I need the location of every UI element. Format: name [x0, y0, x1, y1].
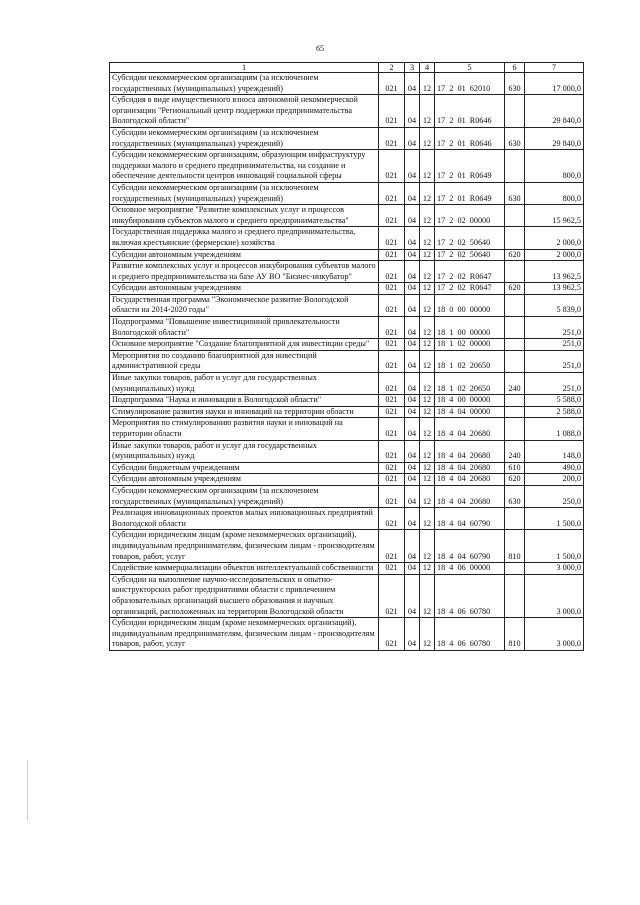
section-code-cell: 04 [405, 205, 420, 227]
table-row [110, 485, 584, 507]
section-code-cell: 04 [405, 249, 420, 261]
amount-cell: 1 500,0 [525, 530, 584, 563]
row-name-cell: Развитие комплексных услуг и процессов инкубирования субъектов малого и среднего предпринимательства на базе АУ ВО "Бизнес-инкубатор" [110, 261, 379, 283]
target-article-cell: 18 4 04 20680 [435, 462, 505, 474]
target-article-cell: 18 4 06 60780 [435, 618, 505, 651]
admin-code-cell: 021 [379, 563, 405, 575]
subsection-code-cell: 12 [420, 283, 435, 295]
header-cell: 2 [379, 63, 405, 73]
expense-type-cell [505, 508, 525, 530]
admin-code-cell: 021 [379, 95, 405, 128]
row-name-cell: Иные закупки товаров, работ и услуг для государственных (муниципальных) нужд [110, 440, 379, 462]
amount-cell: 800,0 [525, 182, 584, 204]
table-row [110, 530, 584, 563]
subsection-code-cell: 12 [420, 205, 435, 227]
admin-code-cell: 021 [379, 127, 405, 149]
section-code-cell: 04 [405, 150, 420, 183]
table-row [110, 574, 584, 617]
admin-code-cell: 021 [379, 508, 405, 530]
table-row [110, 127, 584, 149]
amount-cell: 3 000,0 [525, 563, 584, 575]
section-code-cell: 04 [405, 618, 420, 651]
subsection-code-cell: 12 [420, 618, 435, 651]
subsection-code-cell: 12 [420, 418, 435, 440]
amount-cell: 13 962,5 [525, 261, 584, 283]
admin-code-cell: 021 [379, 350, 405, 372]
row-name-cell: Субсидии бюджетным учреждениям [110, 462, 379, 474]
target-article-cell: 18 4 00 00000 [435, 395, 505, 407]
target-article-cell: 17 2 01 R0649 [435, 150, 505, 183]
table-row [110, 462, 584, 474]
subsection-code-cell: 12 [420, 127, 435, 149]
subsection-code-cell: 12 [420, 150, 435, 183]
section-code-cell: 04 [405, 530, 420, 563]
table-row [110, 205, 584, 227]
row-name-cell: Субсидии некоммерческим организациям (за исключением государственных (муниципальных) учреждений) [110, 182, 379, 204]
expense-type-cell: 620 [505, 249, 525, 261]
row-name-cell: Государственная поддержка малого и среднего предпринимательства, включая крестьянские (фермерские) хозяйства [110, 227, 379, 249]
expense-type-cell: 630 [505, 73, 525, 95]
amount-cell: 251,0 [525, 350, 584, 372]
row-name-cell: Субсидии автономным учреждениям [110, 283, 379, 295]
expense-type-cell: 630 [505, 182, 525, 204]
target-article-cell: 18 1 02 20650 [435, 373, 505, 395]
section-code-cell: 04 [405, 462, 420, 474]
section-code-cell: 04 [405, 406, 420, 418]
table-row [110, 406, 584, 418]
target-article-cell: 17 2 02 R0647 [435, 261, 505, 283]
target-article-cell: 17 2 01 R0646 [435, 95, 505, 128]
amount-cell: 3 000,0 [525, 574, 584, 617]
row-name-cell: Субсидия в виде имущественного взноса автономной некоммерческой организации "Региональный центр поддержки предпринимательства Вологодской области" [110, 95, 379, 128]
row-name-cell: Содействие коммерциализации объектов интеллектуальной собственности [110, 563, 379, 575]
target-article-cell: 17 2 02 R0647 [435, 283, 505, 295]
row-name-cell: Мероприятия по стимулированию развития науки и инноваций на территории области [110, 418, 379, 440]
section-code-cell: 04 [405, 574, 420, 617]
section-code-cell: 04 [405, 440, 420, 462]
target-article-cell: 17 2 02 00000 [435, 205, 505, 227]
table-row [110, 373, 584, 395]
row-name-cell: Субсидии некоммерческим организациям (за исключением государственных (муниципальных) учреждений) [110, 485, 379, 507]
expense-type-cell [505, 150, 525, 183]
row-name-cell: Субсидии некоммерческим организациям, образующим инфраструктуру поддержки малого и среднего предпринимательства, на создание и обеспечение деятельности центров инноваций социальной сферы [110, 150, 379, 183]
expense-type-cell [505, 574, 525, 617]
table-row [110, 563, 584, 575]
amount-cell: 1 088,0 [525, 418, 584, 440]
section-code-cell: 04 [405, 294, 420, 316]
table-row [110, 294, 584, 316]
table-row [110, 350, 584, 372]
subsection-code-cell: 12 [420, 462, 435, 474]
subsection-code-cell: 12 [420, 249, 435, 261]
section-code-cell: 04 [405, 227, 420, 249]
admin-code-cell: 021 [379, 406, 405, 418]
target-article-cell: 18 4 06 60780 [435, 574, 505, 617]
table-row [110, 508, 584, 530]
table-row [110, 249, 584, 261]
table-row [110, 339, 584, 351]
target-article-cell: 18 0 00 00000 [435, 294, 505, 316]
section-code-cell: 04 [405, 73, 420, 95]
amount-cell: 2 588,0 [525, 406, 584, 418]
target-article-cell: 18 4 06 00000 [435, 563, 505, 575]
subsection-code-cell: 12 [420, 563, 435, 575]
budget-table [109, 62, 584, 651]
admin-code-cell: 021 [379, 261, 405, 283]
admin-code-cell: 021 [379, 227, 405, 249]
row-name-cell: Субсидии некоммерческим организациям (за исключением государственных (муниципальных) учреждений) [110, 127, 379, 149]
section-code-cell: 04 [405, 350, 420, 372]
expense-type-cell [505, 294, 525, 316]
amount-cell: 148,0 [525, 440, 584, 462]
amount-cell: 17 000,0 [525, 73, 584, 95]
expense-type-cell: 620 [505, 283, 525, 295]
admin-code-cell: 021 [379, 317, 405, 339]
admin-code-cell: 021 [379, 530, 405, 563]
subsection-code-cell: 12 [420, 373, 435, 395]
section-code-cell: 04 [405, 485, 420, 507]
section-code-cell: 04 [405, 508, 420, 530]
expense-type-cell [505, 261, 525, 283]
admin-code-cell: 021 [379, 205, 405, 227]
target-article-cell: 18 4 04 60790 [435, 508, 505, 530]
admin-code-cell: 021 [379, 574, 405, 617]
subsection-code-cell: 12 [420, 395, 435, 407]
expense-type-cell [505, 406, 525, 418]
admin-code-cell: 021 [379, 440, 405, 462]
row-name-cell: Субсидии на выполнение научно-исследовательских и опытно-конструкторских работ предприятиями области с привлечением образовательных организаций высшего образования и научных организаций, расположенных на территории Вологодской области [110, 574, 379, 617]
amount-cell: 5 588,0 [525, 395, 584, 407]
section-code-cell: 04 [405, 127, 420, 149]
target-article-cell: 18 1 02 00000 [435, 339, 505, 351]
subsection-code-cell: 12 [420, 474, 435, 486]
table-row [110, 395, 584, 407]
amount-cell: 3 000,0 [525, 618, 584, 651]
expense-type-cell [505, 350, 525, 372]
admin-code-cell: 021 [379, 373, 405, 395]
expense-type-cell [505, 317, 525, 339]
header-cell: 4 [420, 63, 435, 73]
amount-cell: 2 000,0 [525, 227, 584, 249]
row-name-cell: Основное мероприятие "Развитие комплексных услуг и процессов инкубирования субъектов малого и среднего предпринимательства" [110, 205, 379, 227]
row-name-cell: Подпрограмма "Наука и инновации в Вологодской области" [110, 395, 379, 407]
amount-cell: 1 500,0 [525, 508, 584, 530]
table-row [110, 618, 584, 651]
admin-code-cell: 021 [379, 150, 405, 183]
table-row [110, 73, 584, 95]
row-name-cell: Мероприятия по созданию благоприятной для инвестиций административной среды [110, 350, 379, 372]
row-name-cell: Стимулирование развития науки и инноваций на территории области [110, 406, 379, 418]
subsection-code-cell: 12 [420, 406, 435, 418]
target-article-cell: 17 2 01 62010 [435, 73, 505, 95]
subsection-code-cell: 12 [420, 182, 435, 204]
table-row [110, 440, 584, 462]
page-number: 65 [316, 44, 324, 53]
row-name-cell: Субсидии некоммерческим организациям (за исключением государственных (муниципальных) учреждений) [110, 73, 379, 95]
header-cell: 5 [435, 63, 505, 73]
section-code-cell: 04 [405, 563, 420, 575]
table-header-row [110, 63, 584, 73]
amount-cell: 5 839,0 [525, 294, 584, 316]
table-row [110, 182, 584, 204]
section-code-cell: 04 [405, 373, 420, 395]
section-code-cell: 04 [405, 317, 420, 339]
section-code-cell: 04 [405, 474, 420, 486]
target-article-cell: 18 1 02 20650 [435, 350, 505, 372]
row-name-cell: Государственная программа "Экономическое развитие Вологодской области на 2014-2020 годы" [110, 294, 379, 316]
expense-type-cell [505, 205, 525, 227]
row-name-cell: Реализация инновационных проектов малых инновационных предприятий Вологодской области [110, 508, 379, 530]
header-cell: 7 [525, 63, 584, 73]
amount-cell: 800,0 [525, 150, 584, 183]
expense-type-cell [505, 95, 525, 128]
subsection-code-cell: 12 [420, 339, 435, 351]
table-row [110, 418, 584, 440]
admin-code-cell: 021 [379, 182, 405, 204]
target-article-cell: 18 4 04 60790 [435, 530, 505, 563]
amount-cell: 15 962,5 [525, 205, 584, 227]
target-article-cell: 17 2 02 50640 [435, 227, 505, 249]
admin-code-cell: 021 [379, 474, 405, 486]
amount-cell: 2 000,0 [525, 249, 584, 261]
target-article-cell: 18 4 04 20680 [435, 418, 505, 440]
section-code-cell: 04 [405, 261, 420, 283]
target-article-cell: 17 2 01 R0649 [435, 182, 505, 204]
amount-cell: 250,0 [525, 485, 584, 507]
subsection-code-cell: 12 [420, 95, 435, 128]
admin-code-cell: 021 [379, 418, 405, 440]
expense-type-cell [505, 339, 525, 351]
header-cell: 6 [505, 63, 525, 73]
amount-cell: 200,0 [525, 474, 584, 486]
amount-cell: 13 962,5 [525, 283, 584, 295]
expense-type-cell: 810 [505, 530, 525, 563]
table-row [110, 474, 584, 486]
amount-cell: 251,0 [525, 317, 584, 339]
table-row [110, 95, 584, 128]
amount-cell: 29 840,0 [525, 95, 584, 128]
amount-cell: 251,0 [525, 373, 584, 395]
table-row [110, 150, 584, 183]
target-article-cell: 18 4 04 00000 [435, 406, 505, 418]
subsection-code-cell: 12 [420, 350, 435, 372]
section-code-cell: 04 [405, 182, 420, 204]
row-name-cell: Подпрограмма "Повышение инвестиционной привлекательности Вологодской области" [110, 317, 379, 339]
amount-cell: 490,0 [525, 462, 584, 474]
expense-type-cell: 240 [505, 440, 525, 462]
target-article-cell: 17 2 01 R0646 [435, 127, 505, 149]
amount-cell: 29 840,0 [525, 127, 584, 149]
row-name-cell: Основное мероприятие "Создание благоприятной для инвестиции среды" [110, 339, 379, 351]
target-article-cell: 18 4 04 20680 [435, 440, 505, 462]
target-article-cell: 18 4 04 20680 [435, 485, 505, 507]
expense-type-cell [505, 395, 525, 407]
header-cell: 1 [110, 63, 379, 73]
target-article-cell: 17 2 02 50640 [435, 249, 505, 261]
expense-type-cell: 620 [505, 474, 525, 486]
row-name-cell: Субсидии автономным учреждениям [110, 249, 379, 261]
expense-type-cell [505, 227, 525, 249]
subsection-code-cell: 12 [420, 574, 435, 617]
admin-code-cell: 021 [379, 249, 405, 261]
admin-code-cell: 021 [379, 339, 405, 351]
expense-type-cell: 240 [505, 373, 525, 395]
subsection-code-cell: 12 [420, 440, 435, 462]
subsection-code-cell: 12 [420, 73, 435, 95]
expense-type-cell: 630 [505, 485, 525, 507]
section-code-cell: 04 [405, 95, 420, 128]
table-row [110, 283, 584, 295]
admin-code-cell: 021 [379, 73, 405, 95]
section-code-cell: 04 [405, 339, 420, 351]
subsection-code-cell: 12 [420, 508, 435, 530]
subsection-code-cell: 12 [420, 530, 435, 563]
subsection-code-cell: 12 [420, 485, 435, 507]
row-name-cell: Субсидии юридическим лицам (кроме некоммерческих организаций), индивидуальным предпринимателям, физическим лицам - производителям товаров, работ, услуг [110, 618, 379, 651]
table-row [110, 317, 584, 339]
admin-code-cell: 021 [379, 618, 405, 651]
header-cell: 3 [405, 63, 420, 73]
row-name-cell: Субсидии автономным учреждениям [110, 474, 379, 486]
section-code-cell: 04 [405, 283, 420, 295]
subsection-code-cell: 12 [420, 294, 435, 316]
target-article-cell: 18 4 04 20680 [435, 474, 505, 486]
admin-code-cell: 021 [379, 462, 405, 474]
expense-type-cell: 810 [505, 618, 525, 651]
table-row [110, 261, 584, 283]
expense-type-cell: 630 [505, 127, 525, 149]
admin-code-cell: 021 [379, 485, 405, 507]
admin-code-cell: 021 [379, 395, 405, 407]
expense-type-cell [505, 563, 525, 575]
section-code-cell: 04 [405, 418, 420, 440]
subsection-code-cell: 12 [420, 261, 435, 283]
section-code-cell: 04 [405, 395, 420, 407]
row-name-cell: Иные закупки товаров, работ и услуг для государственных (муниципальных) нужд [110, 373, 379, 395]
admin-code-cell: 021 [379, 294, 405, 316]
subsection-code-cell: 12 [420, 227, 435, 249]
row-name-cell: Субсидии юридическим лицам (кроме некоммерческих организаций), индивидуальным предпринимателям, физическим лицам - производителям товаров, работ, услуг [110, 530, 379, 563]
expense-type-cell: 610 [505, 462, 525, 474]
subsection-code-cell: 12 [420, 317, 435, 339]
target-article-cell: 18 1 00 00000 [435, 317, 505, 339]
expense-type-cell [505, 418, 525, 440]
admin-code-cell: 021 [379, 283, 405, 295]
amount-cell: 251,0 [525, 339, 584, 351]
scan-artifact-line [27, 760, 28, 820]
table-row [110, 227, 584, 249]
